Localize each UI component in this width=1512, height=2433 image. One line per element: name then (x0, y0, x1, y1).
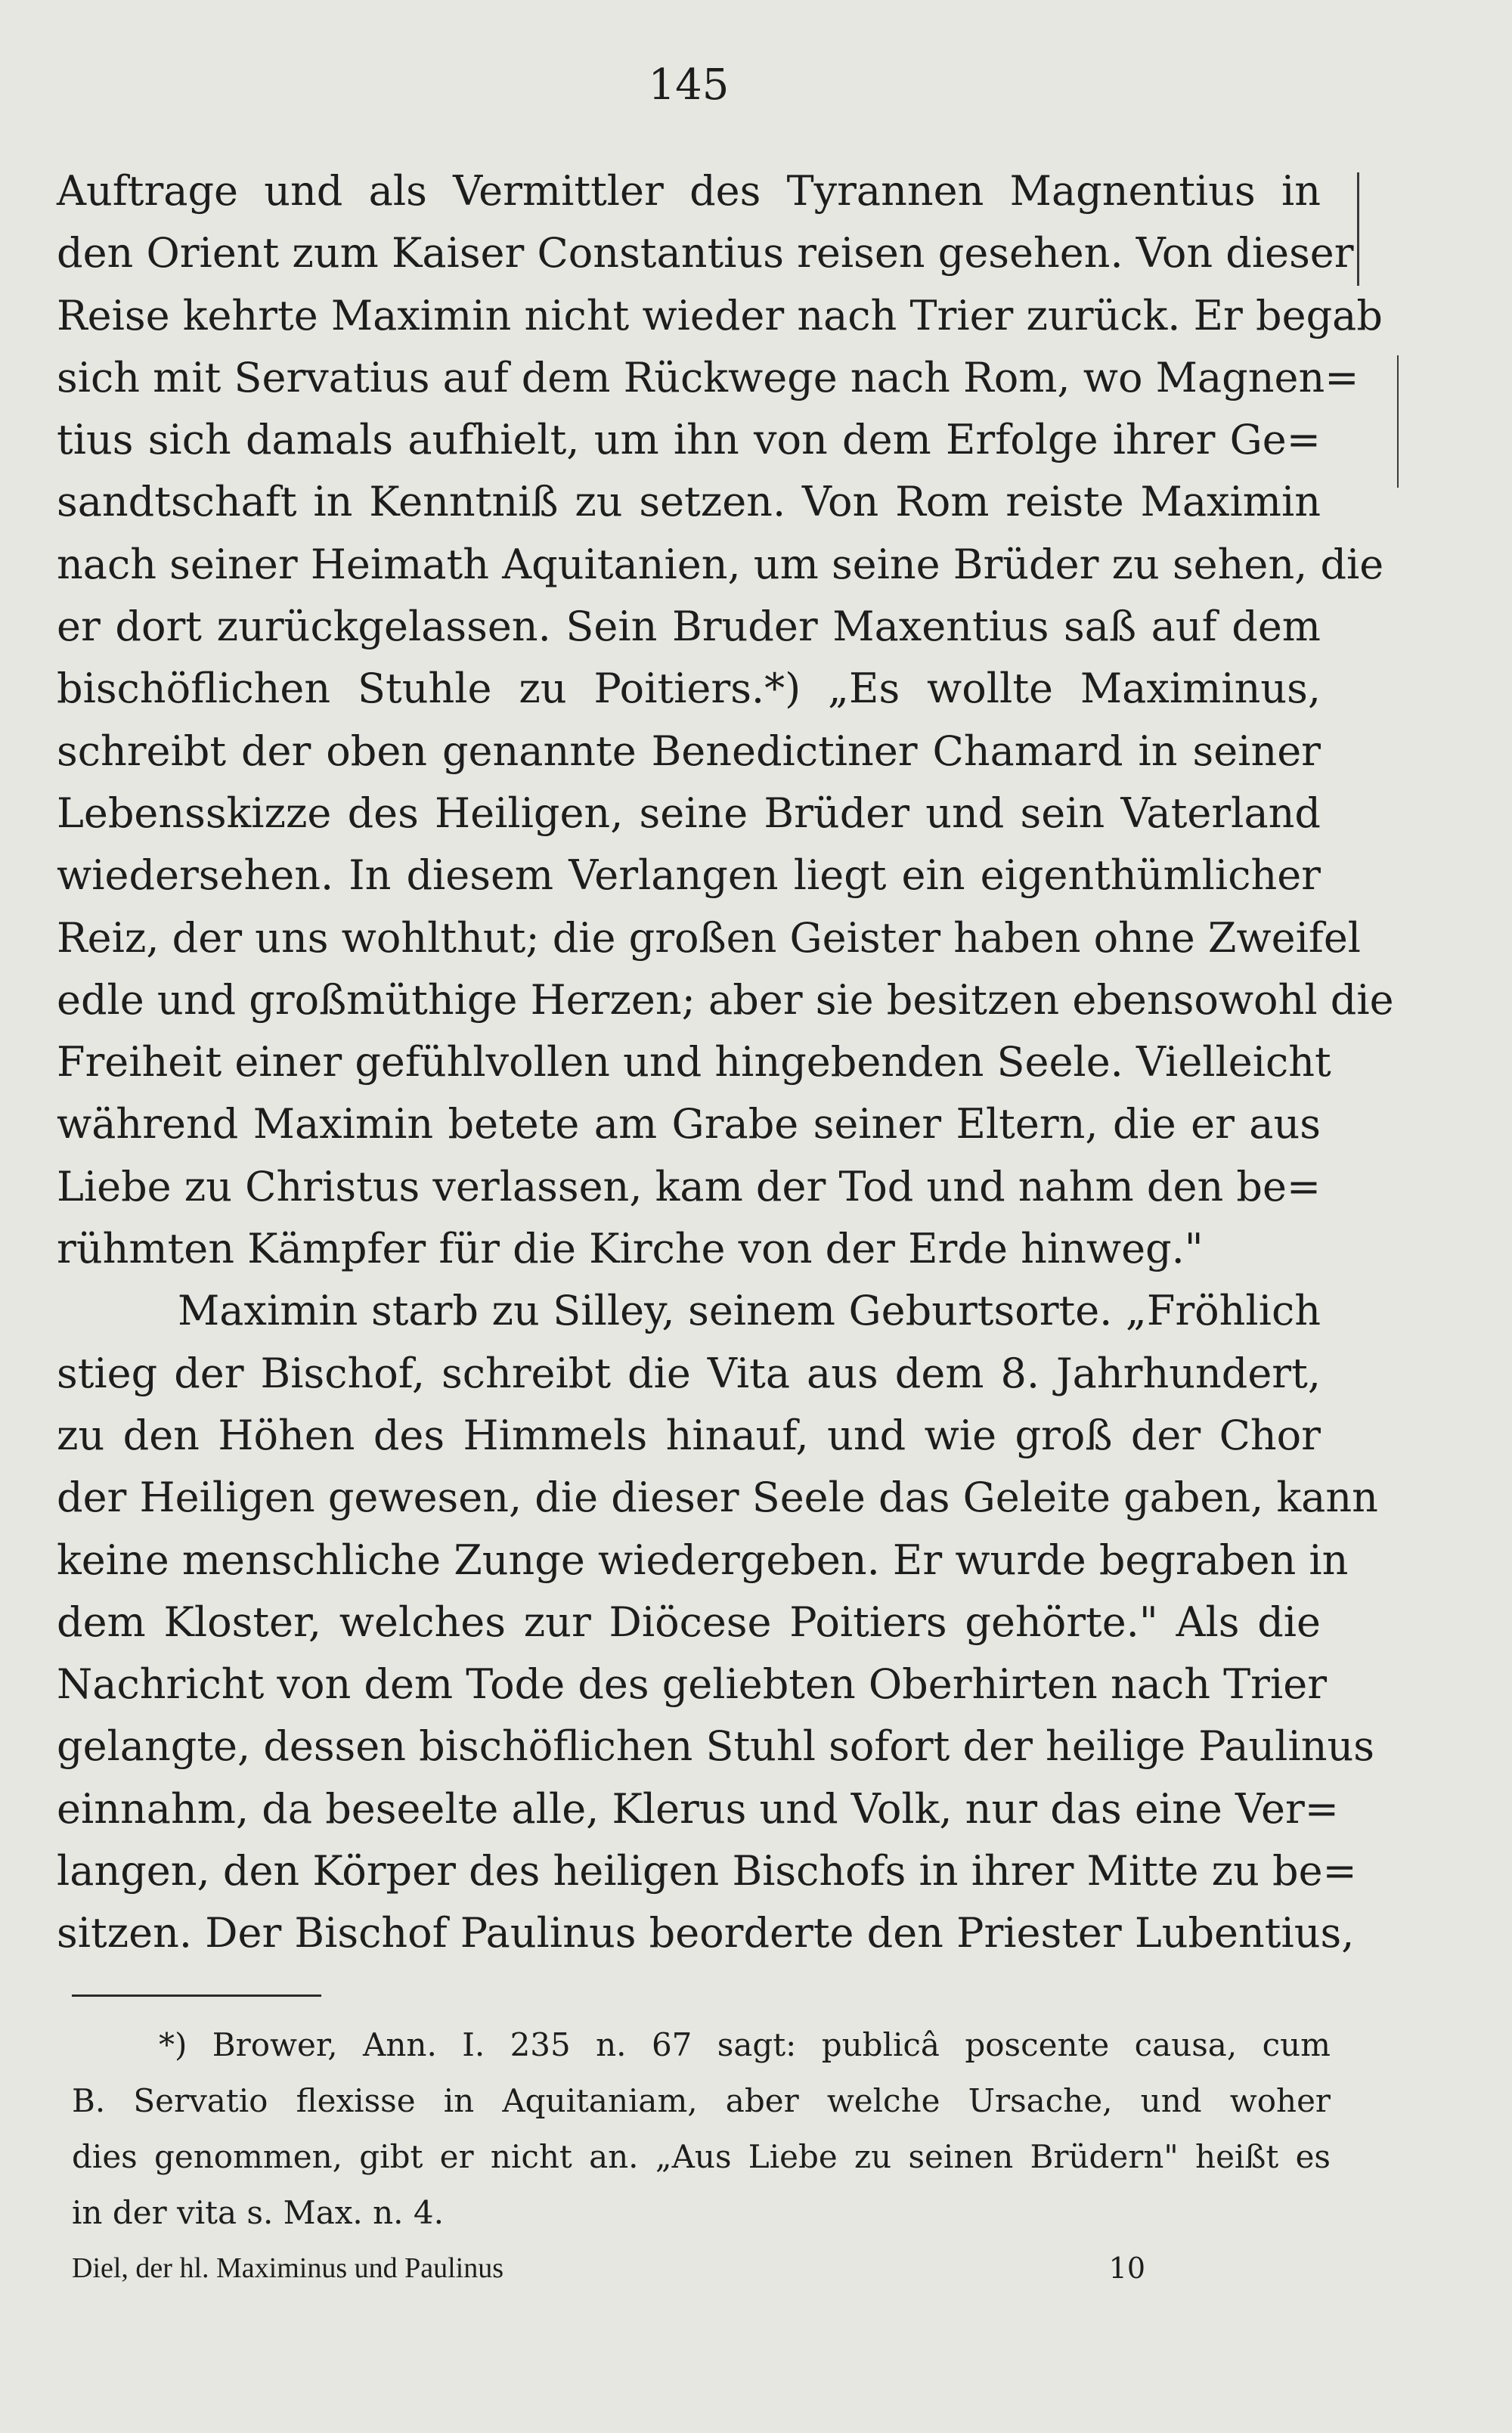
footnote-line: B. Servatio flexisse in Aquitaniam, aber welche Ursache, und woher (72, 2082, 1331, 2119)
footnote-line: in der vita s. Max. n. 4. (72, 2194, 444, 2231)
text-line: er dort zurückgelassen. Sein Bruder Maxentius saß auf dem (57, 603, 1321, 651)
text-line: stieg der Bischof, schreibt die Vita aus dem 8. Jahrhundert, (57, 1349, 1321, 1397)
text-line: einnahm, da beseelte alle, Klerus und Volk, nur das eine Ver= (57, 1784, 1340, 1833)
page-footer (72, 2245, 1145, 2291)
text-line: Reiz, der uns wohlthut; die großen Geister haben ohne Zweifel (57, 913, 1362, 962)
text-line: gelangte, dessen bischöflichen Stuhl sofort der heilige Paulinus (57, 1722, 1374, 1771)
footnote-line: *) Brower, Ann. I. 235 n. 67 sagt: publicâ poscente causa, cum (159, 2026, 1331, 2063)
margin-line-mark (1397, 355, 1399, 488)
text-line: der Heiligen gewesen, die dieser Seele das Geleite gaben, kann (57, 1474, 1378, 1522)
text-line: sich mit Servatius auf dem Rückwege nach Rom, wo Magnen= (57, 353, 1359, 401)
text-line: langen, den Körper des heiligen Bischofs in ihrer Mitte zu be= (57, 1847, 1357, 1895)
text-line: keine menschliche Zunge wiedergeben. Er wurde begraben in (57, 1536, 1349, 1584)
margin-line-mark (1357, 172, 1359, 286)
text-line: rühmten Kämpfer für die Kirche von der Erde hinweg." (57, 1225, 1204, 1273)
text-line: bischöflichen Stuhle zu Poitiers.*) „Es wollte Maximinus, (57, 665, 1321, 713)
text-line: wiedersehen. In diesem Verlangen liegt ein eigenthümlicher (57, 851, 1321, 900)
text-line: tius sich damals aufhielt, um ihn von dem Erfolge ihrer Ge= (57, 416, 1321, 464)
text-line: zu den Höhen des Himmels hinauf, und wie groß der Chor (57, 1411, 1321, 1459)
text-line: schreibt der oben genannte Benedictiner Chamard in seiner (57, 727, 1321, 775)
footnote-divider (72, 1994, 321, 1997)
body-text (57, 160, 1394, 1965)
text-line: während Maximin betete am Grabe seiner Eltern, die er aus (57, 1100, 1321, 1148)
footnote (72, 2017, 1331, 2241)
text-line: nach seiner Heimath Aquitanien, um seine Brüder zu sehen, die (57, 540, 1384, 588)
page-number: 145 (648, 60, 730, 110)
text-line: sitzen. Der Bischof Paulinus beorderte den Priester Lubentius, (57, 1909, 1355, 1957)
text-line: dem Kloster, welches zur Diöcese Poitiers gehörte." Als die (57, 1598, 1321, 1646)
text-line: Nachricht von dem Tode des geliebten Oberhirten nach Trier (57, 1660, 1328, 1709)
text-line: den Orient zum Kaiser Constantius reisen gesehen. Von dieser (57, 229, 1354, 277)
text-line: Lebensskizze des Heiligen, seine Brüder und sein Vaterland (57, 789, 1321, 837)
text-line: Freiheit einer gefühlvollen und hingebenden Seele. Vielleicht (57, 1038, 1331, 1086)
sheet-number: 10 (1108, 2252, 1145, 2285)
text-line: Liebe zu Christus verlassen, kam der Tod und nahm den be= (57, 1162, 1321, 1210)
footnote-line: dies genommen, gibt er nicht an. „Aus Liebe zu seinen Brüdern" heißt es (72, 2138, 1331, 2175)
text-line: sandtschaft in Kenntniß zu setzen. Von Rom reiste Maximin (57, 478, 1321, 526)
signature-line: Diel, der hl. Maximinus und Paulinus (72, 2252, 504, 2284)
text-line: Auftrage und als Vermittler des Tyrannen Magnentius in (57, 167, 1321, 215)
text-line: Maximin starb zu Silley, seinem Geburtsorte. „Fröhlich (178, 1287, 1321, 1335)
text-line: Reise kehrte Maximin nicht wieder nach Trier zurück. Er begab (57, 291, 1383, 339)
text-line: edle und großmüthige Herzen; aber sie besitzen ebensowohl die (57, 975, 1394, 1024)
